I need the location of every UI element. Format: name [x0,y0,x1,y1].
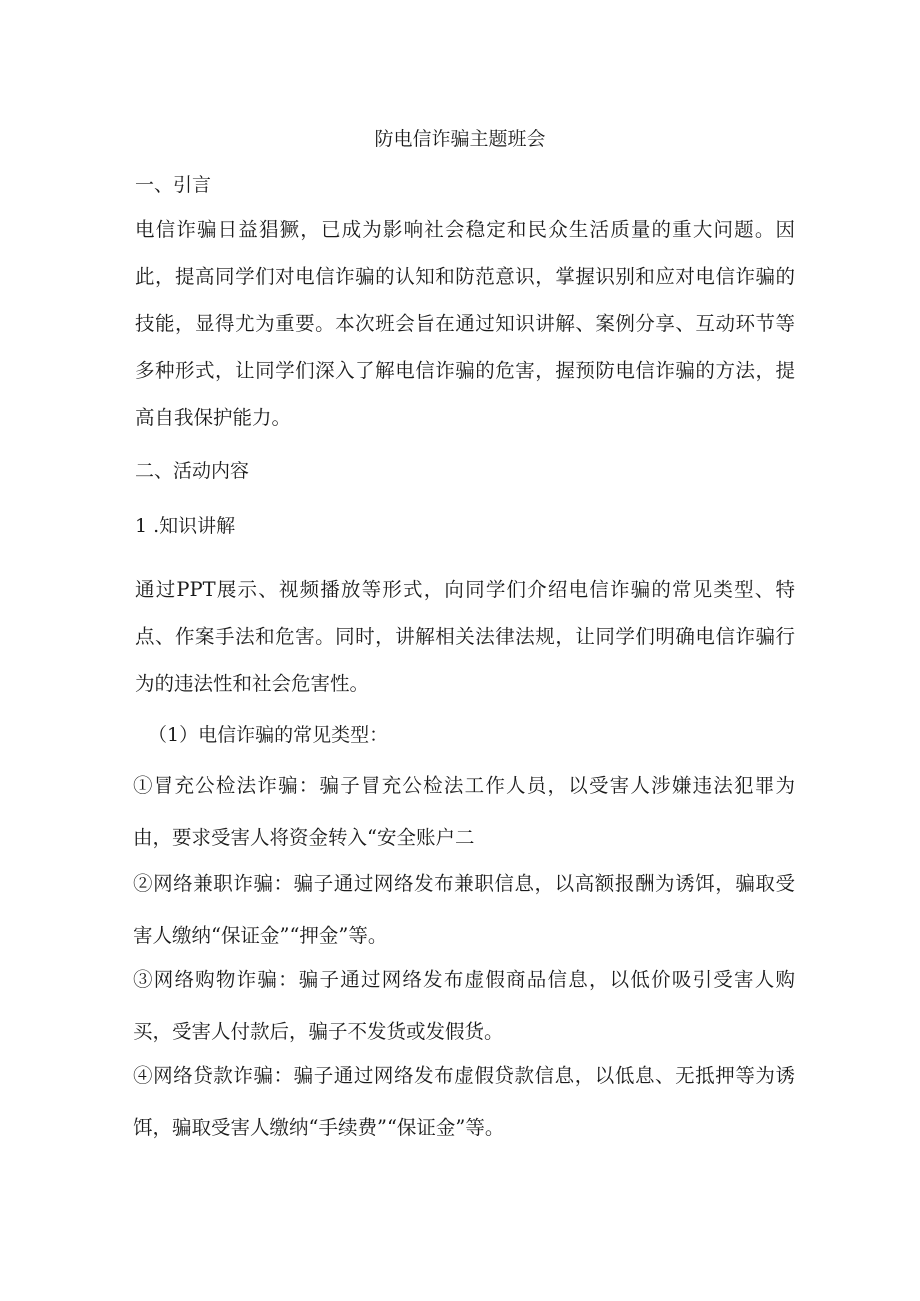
fraud-type-item: ④网络贷款诈骗：骗子通过网络发布虚假贷款信息，以低息、无抵押等为诱饵，骗取受害人缴纳“手续费”“保证金”等。 [133,1064,795,1139]
knowledge-paragraph: 通过PPT展示、视频播放等形式，向同学们介绍电信诈骗的常见类型、特点、作案手法和危害。同时，讲解相关法律法规，让同学们明确电信诈骗行为的违法性和社会危害性。 [135,578,795,695]
section-heading-introduction: 一、引言 [135,174,212,196]
fraud-type-item: ③网络购物诈骗：骗子通过网络发布虚假商品信息，以低价吸引受害人购买，受害人付款后，骗子不发货或发假货。 [133,968,795,1043]
document-title: 防电信诈骗主题班会 [374,128,546,150]
section-heading-activities: 二、活动内容 [135,460,250,482]
subsection-heading-knowledge: 1 .知识讲解 [135,515,236,537]
introduction-paragraph: 电信诈骗日益猖獗，已成为影响社会稳定和民众生活质量的重大问题。因此，提高同学们对电信诈骗的认知和防范意识，掌握识别和应对电信诈骗的技能，显得尤为重要。本次班会旨在通过知识讲解、案例分享、互动环节等多种形式，让同学们深入了解电信诈骗的危害，握预防电信诈骗的方法，提高自我保护能力。 [135,218,795,429]
fraud-types-heading: （1）电信诈骗的常见类型： [148,724,389,746]
fraud-type-item: ②网络兼职诈骗：骗子通过网络发布兼职信息，以高额报酬为诱饵，骗取受害人缴纳“保证金”“押金”等。 [133,872,795,947]
fraud-type-item: ①冒充公检法诈骗：骗子冒充公检法工作人员，以受害人涉嫌违法犯罪为由，要求受害人将资金转入“安全账户二 [133,774,795,849]
